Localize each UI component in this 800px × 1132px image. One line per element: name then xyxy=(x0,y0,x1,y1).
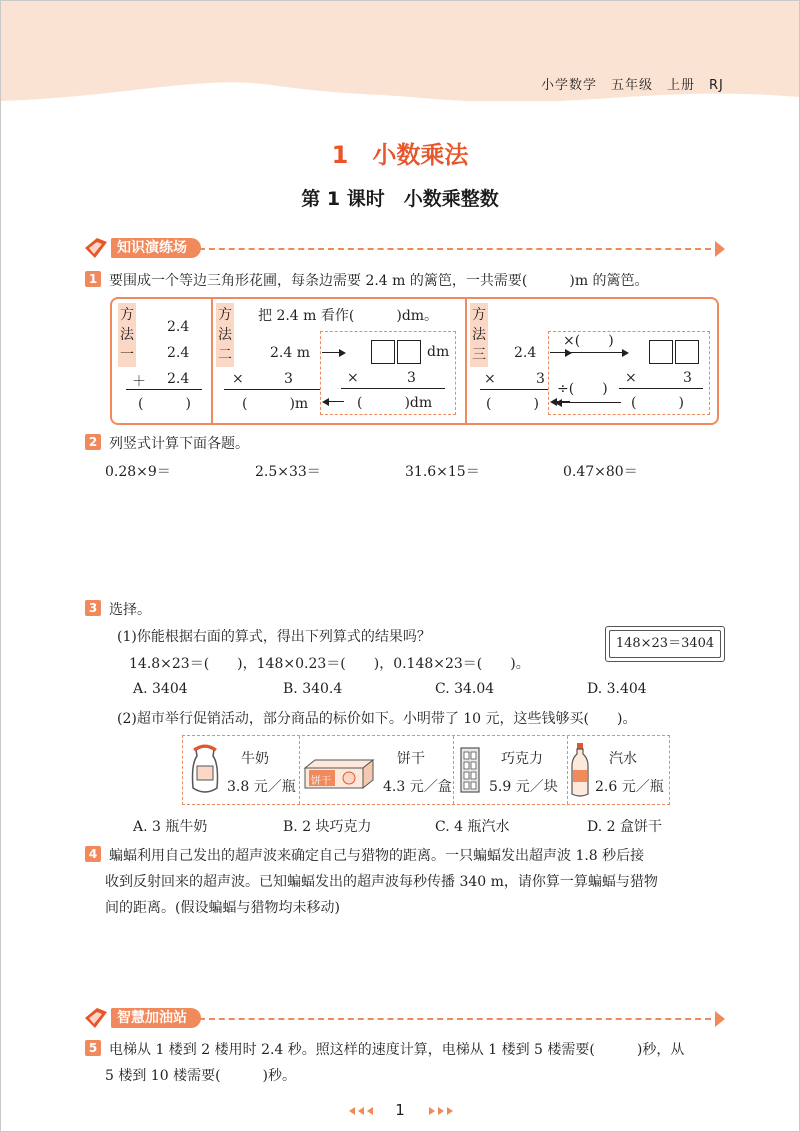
answer-blank: ( ) xyxy=(486,396,539,412)
given-equation-box xyxy=(605,626,725,662)
question-line: 收到反射回来的超声波。已知蝙蝠发出的超声波每秒传播 340 m，请你算一算蝙蝠与猎物 xyxy=(105,874,658,890)
question-text: 选择。 xyxy=(109,602,151,618)
question-number: 4 xyxy=(85,846,101,862)
question-line: 间的距离。(假设蝙蝠与猎物均未移动) xyxy=(105,900,340,916)
question-line: 5 楼到 10 楼需要( )秒。 xyxy=(105,1068,296,1084)
section-title: 智慧加油站 xyxy=(111,1008,201,1028)
question-number: 1 xyxy=(85,271,101,287)
sub-question: (1)你能根据右面的算式，得出下列算式的结果吗？ xyxy=(117,629,431,645)
unit-title: 1 小数乘法 xyxy=(331,141,469,169)
option[interactable]: B. 2 块巧克力 xyxy=(283,819,372,835)
section-flag-icon xyxy=(83,236,109,260)
divider xyxy=(453,736,454,804)
divider xyxy=(465,299,467,423)
digit-box xyxy=(675,340,699,364)
addend: 2.4 xyxy=(167,345,190,361)
calc-item: 31.6×15＝ xyxy=(405,464,480,480)
conversion-box xyxy=(548,331,710,415)
next-arrow-icon xyxy=(429,1107,435,1115)
section-dash-line xyxy=(199,1018,711,1020)
digit-box xyxy=(649,340,673,364)
scale-label: ×( ) xyxy=(563,333,614,349)
next-arrow-icon xyxy=(438,1107,444,1115)
answer-blank: ( )dm xyxy=(357,395,433,411)
goods-price: 5.9 元／块 xyxy=(489,779,558,795)
multiplier: 3 xyxy=(407,370,416,386)
answer-blank: ( ) xyxy=(138,396,191,412)
goods-price: 3.8 元／瓶 xyxy=(227,779,296,795)
lesson-title: 第 1 课时 小数乘整数 xyxy=(301,188,499,210)
answer-blank: ( )m xyxy=(242,396,309,412)
goods-name: 牛奶 xyxy=(241,751,269,767)
left-arrow-icon xyxy=(557,402,621,403)
question-line: 电梯从 1 楼到 2 楼用时 2.4 秒。照这样的速度计算，电梯从 1 楼到 5 楼需要( )秒，从 xyxy=(109,1042,685,1058)
sub-question-expr: 14.8×23＝( )，148×0.23＝( )，0.148×23＝( )。 xyxy=(129,656,530,672)
milk-jar-icon xyxy=(189,742,221,798)
series-label: 小学数学 五年级 上册 RJ xyxy=(541,78,724,93)
question-number: 3 xyxy=(85,600,101,616)
soda-bottle-icon xyxy=(571,742,589,798)
chocolate-bar-icon xyxy=(459,746,481,794)
section-title: 知识演练场 xyxy=(111,238,201,258)
product-line xyxy=(224,389,320,390)
goods-name: 巧克力 xyxy=(501,751,543,767)
question-line: 蝙蝠利用自己发出的超声波来确定自己与猎物的距离。一只蝙蝠发出超声波 1.8 秒后接 xyxy=(109,848,645,864)
method-label: 方 法 一 xyxy=(118,303,136,367)
product-line xyxy=(619,388,703,389)
times-sign: × xyxy=(484,371,496,387)
section-dash-line xyxy=(199,248,711,250)
multiplicand: 2.4 xyxy=(514,345,537,361)
sum-line xyxy=(126,389,202,390)
option[interactable]: D. 3.404 xyxy=(587,681,647,697)
goods-price: 2.6 元／瓶 xyxy=(595,779,664,795)
option[interactable]: C. 4 瓶汽水 xyxy=(435,819,510,835)
biscuit-pack-label: 饼干 xyxy=(311,776,331,787)
calc-item: 2.5×33＝ xyxy=(255,464,321,480)
answer-blank: ( ) xyxy=(631,395,684,411)
addend: 2.4 xyxy=(167,371,190,387)
sub-question: (2)超市举行促销活动，部分商品的标价如下。小明带了 10 元，这些钱够买( )。 xyxy=(117,711,637,727)
section-flag-icon xyxy=(83,1006,109,1030)
option[interactable]: D. 2 盒饼干 xyxy=(587,819,662,835)
multiplier: 3 xyxy=(683,370,692,386)
method-label: 方 法 三 xyxy=(470,303,488,367)
times-sign: × xyxy=(232,371,244,387)
digit-box xyxy=(371,340,395,364)
option[interactable]: C. 34.04 xyxy=(435,681,495,697)
product-line xyxy=(341,388,445,389)
method-label: 方 法 二 xyxy=(216,303,234,367)
section-arrow-icon xyxy=(715,241,725,257)
calc-item: 0.28×9＝ xyxy=(105,464,171,480)
given-equation: 148×23＝3404 xyxy=(609,630,721,658)
digit-box xyxy=(397,340,421,364)
right-arrow-icon xyxy=(559,352,627,353)
scale-label: ÷( ) xyxy=(557,381,608,397)
question-number: 2 xyxy=(85,434,101,450)
goods-name: 汽水 xyxy=(609,751,637,767)
question-text: 列竖式计算下面各题。 xyxy=(109,436,249,452)
next-arrow-icon xyxy=(447,1107,453,1115)
times-sign: × xyxy=(347,370,359,386)
section-banner-practice xyxy=(83,238,725,260)
divider xyxy=(567,736,568,804)
section-banner-challenge xyxy=(83,1008,725,1030)
option[interactable]: B. 340.4 xyxy=(283,681,343,697)
calc-item: 0.47×80＝ xyxy=(563,464,638,480)
multiplicand: 2.4 m xyxy=(270,345,310,361)
plus-sign: ＋ xyxy=(132,374,146,390)
option[interactable]: A. 3404 xyxy=(133,681,188,697)
addend: 2.4 xyxy=(167,319,190,335)
question-text: 要围成一个等边三角形花圃，每条边需要 2.4 m 的篱笆，一共需要( )m 的篱笆。 xyxy=(109,273,649,289)
method-note: 把 2.4 m 看作( )dm。 xyxy=(258,308,439,324)
unit-label: dm xyxy=(427,344,450,360)
product-line xyxy=(480,389,548,390)
question-number: 5 xyxy=(85,1040,101,1056)
divider xyxy=(211,299,213,423)
times-sign: × xyxy=(625,370,637,386)
multiplier: 3 xyxy=(284,371,293,387)
goods-price: 4.3 元／盒 xyxy=(383,779,452,795)
page-number: 1 xyxy=(395,1101,405,1119)
section-arrow-icon xyxy=(715,1011,725,1027)
goods-name: 饼干 xyxy=(397,751,425,767)
option[interactable]: A. 3 瓶牛奶 xyxy=(133,819,208,835)
divider xyxy=(299,736,300,804)
multiplier: 3 xyxy=(536,371,545,387)
goods-panel xyxy=(182,735,670,805)
methods-box xyxy=(110,297,719,425)
conversion-box xyxy=(320,331,456,415)
